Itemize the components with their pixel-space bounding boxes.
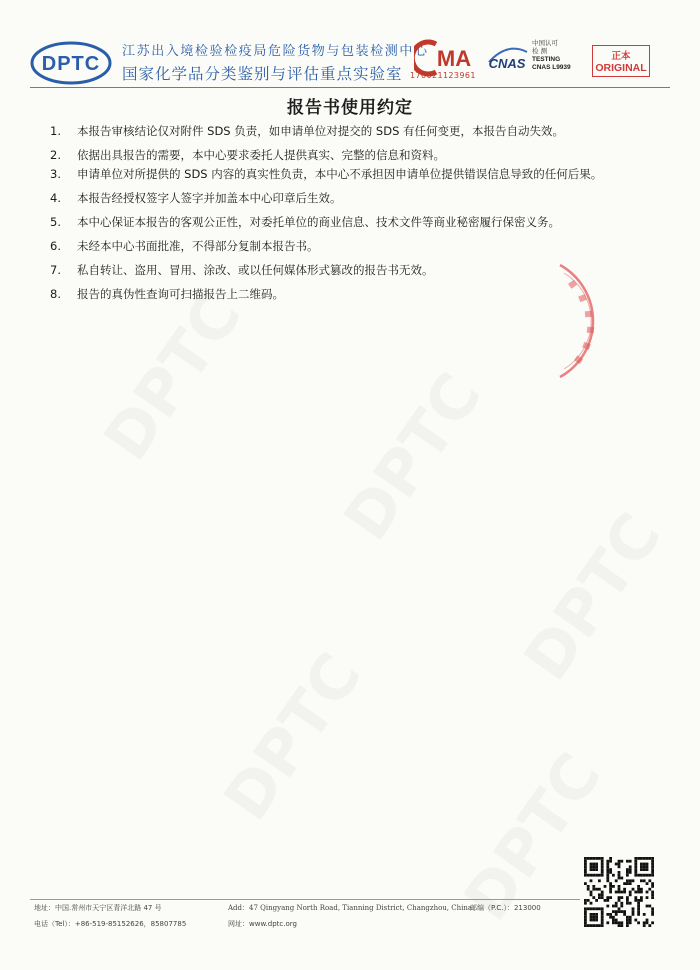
watermark xyxy=(209,640,375,833)
term-item xyxy=(50,123,665,140)
footer-divider xyxy=(30,899,580,900)
page-title: 报告书使用约定 xyxy=(287,98,413,118)
cnas-logo xyxy=(483,44,531,72)
cnas-cn-line1: 中国认可 xyxy=(532,39,558,47)
cma-mark-text: MA xyxy=(436,46,472,71)
original-stamp xyxy=(592,45,650,77)
term-text: 本中心保证本报告的客观公正性，对委托单位的商业信息、技术文件等商业秘密履行保密义务。 xyxy=(77,215,560,229)
term-item xyxy=(50,166,665,183)
org-name: 江苏出入境检验检疫局危险货物与包装检测中心 xyxy=(122,44,429,59)
original-en: ORIGINAL xyxy=(595,62,647,74)
term-item xyxy=(50,238,665,255)
cnas-number: CNAS L9939 xyxy=(532,63,571,71)
term-text: 未经本中心书面批准，不得部分复制本报告书。 xyxy=(77,239,319,253)
term-number: 1. xyxy=(50,124,61,138)
dptc-logo xyxy=(30,40,112,86)
original-cn: 正本 xyxy=(611,51,631,62)
footer-address-en: Add：47 Qingyang North Road, Tianning District, Changzhou, China xyxy=(228,904,473,912)
cnas-cn-text xyxy=(532,40,558,55)
header-divider xyxy=(30,87,670,88)
term-number: 4. xyxy=(50,191,61,205)
cnas-testing: TESTING xyxy=(532,56,561,63)
term-item xyxy=(50,147,665,164)
term-text: 报告的真伪性查询可扫描报告上二维码。 xyxy=(77,287,284,301)
cnas-logo-text: CNAS xyxy=(488,56,526,71)
term-item xyxy=(50,190,665,207)
term-number: 7. xyxy=(50,263,61,277)
term-text: 本报告经授权签字人签字并加盖本中心印章后生效。 xyxy=(77,191,342,205)
cnas-cn-line2: 检 测 xyxy=(532,46,548,55)
footer-address-cn: 地址：中国.常州市天宁区青洋北路 47 号 xyxy=(34,904,162,912)
term-number: 5. xyxy=(50,215,61,229)
term-text: 本报告审核结论仅对附件 SDS 负责，如申请单位对提交的 SDS 有任何变更，本报告自动失效。 xyxy=(77,124,565,138)
term-text: 申请单位对所提供的 SDS 内容的真实性负责，本中心不承担因申请单位提供错误信息导致的任何后果。 xyxy=(77,167,603,181)
footer-phone: 电话（Tel）：+86-519-85152626，85807785 xyxy=(34,920,187,928)
term-number: 6. xyxy=(50,239,61,253)
official-seal xyxy=(520,255,620,385)
term-text: 私自转让、盗用、冒用、涂改、或以任何媒体形式篡改的报告书无效。 xyxy=(77,263,434,277)
term-item xyxy=(50,214,665,231)
footer-postcode: 邮编（P.C.）：213000 xyxy=(470,904,541,912)
footer-website: 网址：www.dptc.org xyxy=(228,920,297,928)
cnas-text xyxy=(532,56,571,71)
cma-number: 170021123961 xyxy=(410,71,476,80)
term-text: 依据出具报告的需要，本中心要求委托人提供真实、完整的信息和资料。 xyxy=(77,148,445,162)
watermark xyxy=(329,360,495,553)
term-number: 8. xyxy=(50,287,61,301)
watermark xyxy=(509,500,675,693)
lab-name: 国家化学品分类鉴别与评估重点实验室 xyxy=(122,65,403,83)
term-number: 3. xyxy=(50,167,61,181)
term-number: 2. xyxy=(50,148,61,162)
qr-code xyxy=(584,857,654,927)
logo-text: DPTC xyxy=(41,53,101,75)
